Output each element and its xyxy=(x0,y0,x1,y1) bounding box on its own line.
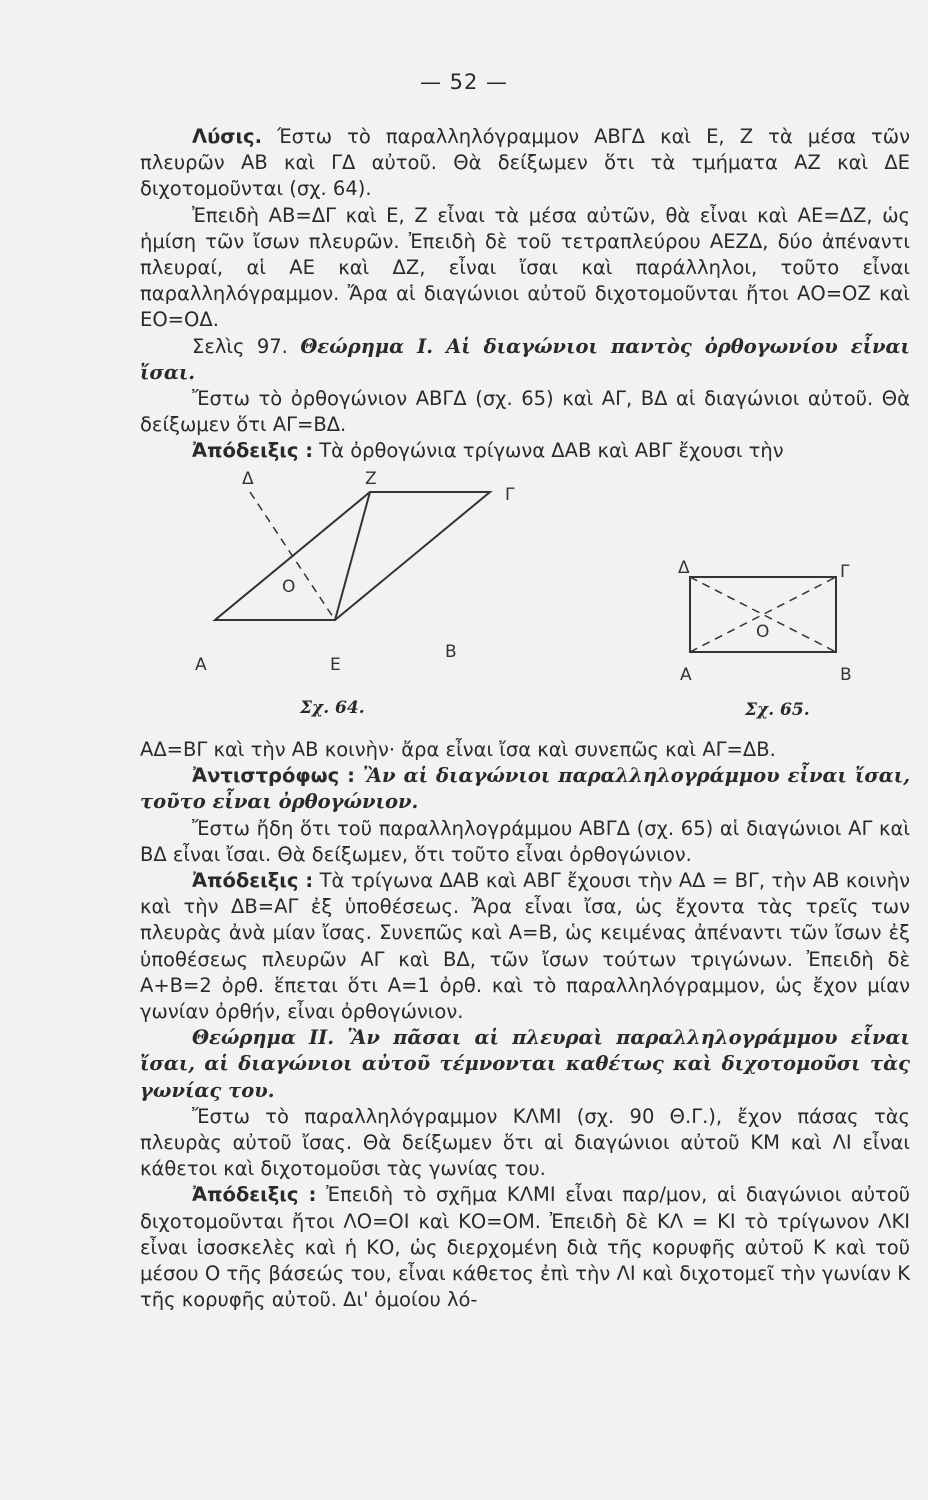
solution-label: Λύσις. xyxy=(192,125,263,148)
proof-label: Ἀπόδειξις : xyxy=(192,439,314,463)
converse-statement: Ἂν αἱ διαγώνιοι παραλληλογράμμου εἶναι ἴσαι, τοῦτο εἶναι ὀρθογώνιον. xyxy=(140,764,910,814)
vertex-label-o: Ο xyxy=(282,577,296,597)
vertex-label-d: Δ xyxy=(678,558,690,578)
page-reference: Σελὶς 97. xyxy=(192,334,301,358)
paragraph-proof-2 xyxy=(140,868,910,1025)
paragraph-common-side: ΑΔ=ΒΓ καὶ τὴν ΑΒ κοινὴν· ἄρα εἶναι ἴσα καὶ συνεπῶς καὶ ΑΓ=ΔΒ. xyxy=(140,738,776,761)
vertex-label-g: Γ xyxy=(505,485,515,505)
paragraph-theorem-2 xyxy=(140,1025,910,1104)
paragraph-converse xyxy=(140,763,910,815)
paragraph-proof-3 xyxy=(140,1182,910,1313)
figure-65-caption: Σχ. 65. xyxy=(745,700,810,720)
theorem-2-statement: Θεώρημα ΙΙ. Ἂν πᾶσαι αἱ πλευραὶ παραλληλογράμμου εἶναι ἴσαι, αἱ διαγώνιοι αὐτοῦ τέμνονται καθέτως καὶ διχοτομοῦσι τὰς γωνίας του. xyxy=(140,1026,910,1102)
page-number: — 52 — xyxy=(419,70,509,94)
paragraph-solution xyxy=(140,124,910,203)
vertex-label-g: Γ xyxy=(840,562,850,582)
solution-text: Έστω τὸ παραλληλόγραμμον ΑΒΓΔ καὶ Ε, Ζ τὰ μέσα τῶν πλευρῶν ΑΒ καὶ ΓΔ αὐτοῦ. Θὰ δείξωμεν ὅτι τὰ τμήματα ΑΖ καὶ ΔΕ διχοτομοῦνται (σχ. 64). xyxy=(140,125,910,201)
figure-64 xyxy=(190,460,530,690)
vertex-label-a: Α xyxy=(680,665,692,685)
vertex-label-a: Α xyxy=(195,655,207,675)
paragraph-theorem-1 xyxy=(140,334,910,386)
paragraph-let-3: Ἔστω τὸ παραλληλόγραμμον ΚΛΜΙ (σχ. 90 Θ.Γ.), ἔχον πάσας τὰς πλευρὰς αὐτοῦ ἴσας. Θὰ δείξωμεν ὅτι αἱ διαγώνιοι αὐτοῦ ΚΜ καὶ ΛΙ εἶναι κάθετοι καὶ διχοτομοῦσι τὰς γωνίας του. xyxy=(140,1104,910,1181)
converse-label: Ἀντιστρόφως : xyxy=(192,764,355,788)
figure-64-drawing xyxy=(190,460,530,690)
vertex-label-o: Ο xyxy=(756,622,770,642)
vertex-label-b: Β xyxy=(445,642,457,662)
proof-text: Τὰ ὀρθογώνια τρίγωνα ΔΑΒ καὶ ΑΒΓ ἔχουσι τὴν xyxy=(313,439,784,463)
vertex-label-z: Ζ xyxy=(365,469,377,489)
theorem-1-statement: Θεώρημα Ι. Αἱ διαγώνιοι παντὸς ὀρθογωνίου εἶναι ἴσαι. xyxy=(140,334,910,384)
proof-text: Ἐπειδὴ τὸ σχῆμα ΚΛΜΙ εἶναι παρ/μον, αἱ διαγώνιοι αὐτοῦ διχοτομοῦνται ἤτοι ΛΟ=ΟΙ καὶ ΚΟ=ΟΜ. Ἐπειδὴ δὲ ΚΛ = ΚΙ τὸ τρίγωνον ΛΚΙ εἶναι ἰσοσκελὲς καὶ ἡ ΚΟ, ὡς διερχομένη διὰ τῆς κορυφῆς αὐτοῦ Κ καὶ τοῦ μέσου Ο τῆς βάσεώς του, εἶναι κάθετος ἐπὶ τὴν ΛΙ καὶ διχοτομεῖ τὴν γωνίαν Κ τῆς κορυφῆς αὐτοῦ. Δι' ὁμοίου λό- xyxy=(140,1183,911,1312)
segment-ez xyxy=(335,492,370,620)
paragraph-let-2: Ἔστω ἤδη ὅτι τοῦ παραλληλογράμμου ΑΒΓΔ (σχ. 65) αἱ διαγώνιοι ΑΓ καὶ ΒΔ εἶναι ἴσαι. Θὰ δείξωμεν, ὅτι τοῦτο εἶναι ὀρθογώνιον. xyxy=(140,816,910,866)
vertex-label-e: Ε xyxy=(330,655,341,675)
figure-65-drawing xyxy=(668,555,868,695)
paragraph-let: Ἔστω τὸ ὀρθογώνιον ΑΒΓΔ (σχ. 65) καὶ ΑΓ, ΒΔ αἱ διαγώνιοι αὐτοῦ. Θὰ δείξωμεν ὅτι ΑΓ=ΒΔ. xyxy=(140,387,910,437)
vertex-label-b: Β xyxy=(840,665,852,685)
diagonal-de xyxy=(250,492,335,620)
proof-text: Τὰ τρίγωνα ΔΑΒ καὶ ΑΒΓ ἔχουσι τὴν ΑΔ = ΒΓ, τὴν ΑΒ κοινὴν καὶ τὴν ΔΒ=ΑΓ ἐξ ὑποθέσεως. Ἄρα εἶναι ἴσα, ὡς ἔχοντα τὰς τρεῖς των πλευρὰς ἀνὰ μίαν ἴσας. Συνεπῶς καὶ Α=Β, ὡς κειμένας ἀπέναντι τῶν ἴσων ἐξ ὑποθέσεως πλευρῶν ΑΓ καὶ ΒΔ, τῶν ἴσων τούτων τριγώνων. Ἐπειδὴ δὲ Α+Β=2 ὀρθ. ἕπεται ὅτι Α=1 ὀρθ. καὶ τὸ παραλληλόγραμμον, ὡς ἔχον μίαν γωνίαν ὀρθήν, εἶναι ὀρθογώνιον. xyxy=(140,869,910,1024)
text-block-top xyxy=(140,124,910,465)
figure-64-caption: Σχ. 64. xyxy=(300,698,365,718)
figure-65 xyxy=(668,555,868,695)
paragraph-since: Ἐπειδὴ ΑΒ=ΔΓ καὶ Ε, Ζ εἶναι τὰ μέσα αὐτῶν, θὰ εἶναι καὶ ΑΕ=ΔΖ, ὡς ἡμίση τῶν ἴσων πλευρῶν. Ἐπειδὴ δὲ τοῦ τετραπλεύρου ΑΕΖΔ, δύο ἀπέναντι πλευραί, αἱ ΑΕ καὶ ΔΖ, εἶναι ἴσαι καὶ παράλληλοι, τοῦτο εἶναι παραλληλόγραμμον. Ἄρα αἱ διαγώνιοι αὐτοῦ διχοτομοῦνται ἤτοι ΑΟ=ΟΖ καὶ ΕΟ=ΟΔ. xyxy=(140,203,910,332)
vertex-label-d: Δ xyxy=(242,469,254,489)
proof-label: Ἀπόδειξις : xyxy=(192,869,314,893)
proof-label: Ἀπόδειξις : xyxy=(192,1183,317,1207)
text-block-bottom xyxy=(140,737,910,1313)
